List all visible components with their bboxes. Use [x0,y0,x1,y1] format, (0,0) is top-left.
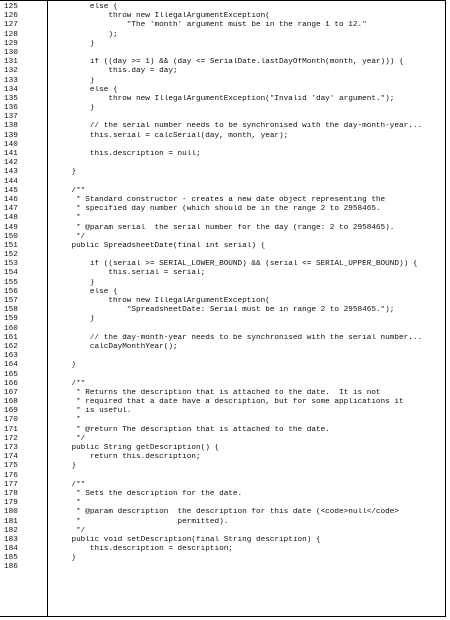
line-number: 166 [4,379,18,388]
code-line [0,563,445,572]
code-text: public String getDescription() { [53,444,220,452]
code-text: * permitted). [53,517,229,526]
code-line [0,407,445,416]
code-text: * [53,499,81,508]
code-line [0,545,445,554]
code-line [0,453,445,462]
code-text: throw new IllegalArgumentException( [53,12,270,21]
line-number: 138 [4,122,18,131]
code-line [0,141,445,150]
line-number: 177 [4,480,18,489]
code-line [0,269,445,278]
line-number: 172 [4,434,18,443]
line-number: 182 [4,526,18,535]
code-line [0,426,445,435]
code-line [0,49,445,58]
code-line [0,416,445,425]
line-number: 153 [4,260,18,269]
code-line [0,168,445,177]
line-number: 162 [4,342,18,351]
line-number: 168 [4,398,18,407]
code-text: /** [53,480,86,489]
code-text: this.description = null; [53,150,201,158]
code-text: * Returns the description that is attached to the date. It is not [53,388,381,397]
code-text: // the day-month-year needs to be synchronised with the serial number... [53,333,423,342]
line-number: 139 [4,131,18,140]
code-line [0,21,445,30]
line-number: 129 [4,39,18,48]
line-number: 125 [4,3,18,11]
line-number: 185 [4,554,18,563]
code-text: "SpreadsheetDate: Serial must be in range 2 to 2958465."); [53,306,395,315]
code-text: } [53,76,95,85]
line-number: 160 [4,324,18,333]
code-line [0,536,445,545]
line-number: 133 [4,76,18,85]
code-line [0,77,445,86]
line-number: 175 [4,462,18,471]
code-line [0,315,445,324]
line-number: 155 [4,278,18,287]
line-number: 152 [4,251,18,260]
code-text: throw new IllegalArgumentException("Invalid 'day' argument."); [53,94,395,103]
code-line [0,251,445,260]
code-text: this.day = day; [53,67,178,76]
line-number: 132 [4,67,18,76]
code-line [0,233,445,242]
code-line [0,205,445,214]
line-number: 183 [4,535,18,544]
code-text: else { [53,287,118,296]
code-text: * [53,416,81,425]
code-line [0,86,445,95]
code-line [0,40,445,49]
code-line [0,122,445,131]
code-line [0,361,445,370]
line-number: 134 [4,85,18,94]
code-line [0,462,445,471]
code-text: /** [53,186,86,195]
code-line [0,260,445,269]
code-text: * @param description the description for this date (<code>null</code> [53,508,399,517]
line-number: 150 [4,232,18,241]
line-number: 179 [4,499,18,508]
line-number: 135 [4,94,18,103]
code-line [0,325,445,334]
code-text: } [53,315,95,324]
code-line [0,554,445,563]
line-number: 170 [4,416,18,425]
code-line [0,508,445,517]
code-text: * Standard constructor - creates a new date object representing the [53,195,386,204]
code-text: if ((serial >= SERIAL_LOWER_BOUND) && (serial <= SERIAL_UPPER_BOUND)) { [53,260,418,269]
code-text: else { [53,85,118,94]
code-text: * [53,214,81,223]
code-text: } [53,104,95,113]
line-number: 157 [4,297,18,305]
line-number: 131 [4,58,18,67]
code-text: } [53,278,95,287]
code-text: throw new IllegalArgumentException( [53,297,270,305]
code-text: */ [53,434,86,443]
code-text: } [53,462,77,471]
code-text: this.serial = calcSerial(day, month, year); [53,131,289,140]
code-line [0,398,445,407]
line-number: 184 [4,545,18,554]
code-line [0,334,445,343]
code-line [0,297,445,306]
code-lines [0,3,445,573]
line-number: 163 [4,352,18,361]
line-number: 145 [4,186,18,195]
code-line [0,435,445,444]
code-line [0,196,445,205]
code-text: // the serial number needs to be synchronised with the day-month-year... [53,122,423,131]
code-text: */ [53,232,86,241]
line-number: 140 [4,140,18,149]
code-line [0,104,445,113]
code-text: public void setDescription(final String description) { [53,535,321,544]
line-number: 173 [4,444,18,452]
line-number: 178 [4,489,18,498]
code-line [0,306,445,315]
code-line [0,31,445,40]
line-number: 137 [4,113,18,122]
code-text: * @param serial the serial number for the day (range: 2 to 2958465). [53,223,395,232]
line-number: 167 [4,388,18,397]
line-number: 181 [4,517,18,526]
line-number: 148 [4,214,18,223]
line-number: 176 [4,471,18,480]
line-number: 127 [4,21,18,30]
code-line [0,224,445,233]
code-text: if ((day >= 1) && (day <= SerialDate.lastDayOfMonth(month, year))) { [53,58,404,67]
code-line [0,444,445,453]
line-number: 158 [4,306,18,315]
line-number: 186 [4,563,18,572]
code-line [0,472,445,481]
line-number: 180 [4,508,18,517]
code-line [0,352,445,361]
line-number: 136 [4,104,18,113]
code-text: this.serial = serial; [53,269,206,278]
line-number: 128 [4,30,18,39]
code-line [0,371,445,380]
code-line [0,499,445,508]
line-number: 147 [4,205,18,214]
line-number: 144 [4,177,18,186]
code-line [0,159,445,168]
code-line [0,518,445,527]
line-number: 141 [4,150,18,158]
code-text: calcDayMonthYear(); [53,342,178,351]
code-line [0,279,445,288]
line-number: 169 [4,407,18,416]
code-line [0,150,445,159]
code-text: } [53,361,77,370]
code-text: } [53,554,77,563]
code-line [0,481,445,490]
code-text: * required that a date have a description, but for some applications it [53,398,404,407]
line-number: 126 [4,12,18,21]
code-text: } [53,168,77,177]
code-text: */ [53,526,86,535]
code-line [0,389,445,398]
code-line [0,3,445,12]
code-text: * Sets the description for the date. [53,489,243,498]
code-text: * @return The description that is attached to the date. [53,425,330,434]
line-number: 146 [4,195,18,204]
code-line [0,288,445,297]
code-text: ); [53,30,118,39]
code-line [0,113,445,122]
code-text: "The 'month' argument must be in the range 1 to 12." [53,21,367,30]
code-text: * is useful. [53,407,132,416]
line-number: 174 [4,453,18,462]
line-number: 154 [4,269,18,278]
code-line [0,490,445,499]
code-line [0,380,445,389]
line-number: 171 [4,425,18,434]
line-number: 149 [4,223,18,232]
code-line [0,178,445,187]
line-number: 164 [4,361,18,370]
code-line [0,242,445,251]
line-number: 161 [4,333,18,342]
code-line [0,12,445,21]
line-number: 159 [4,315,18,324]
line-number: 165 [4,370,18,379]
code-line [0,67,445,76]
line-number: 156 [4,287,18,296]
code-line [0,214,445,223]
code-line [0,187,445,196]
code-line [0,132,445,141]
line-number: 142 [4,159,18,168]
code-text: return this.description; [53,453,201,462]
code-line [0,95,445,104]
line-number: 130 [4,48,18,57]
code-text: /** [53,379,86,388]
code-line [0,343,445,352]
code-text: * specified day number (which should be in the range 2 to 2958465. [53,205,381,214]
code-line [0,527,445,536]
code-line [0,58,445,67]
line-number: 151 [4,241,18,250]
code-text: else { [53,3,118,11]
line-number: 143 [4,168,18,177]
code-text: public SpreadsheetDate(final int serial) { [53,241,266,250]
code-text: } [53,39,95,48]
code-text: this.description = description; [53,545,233,554]
